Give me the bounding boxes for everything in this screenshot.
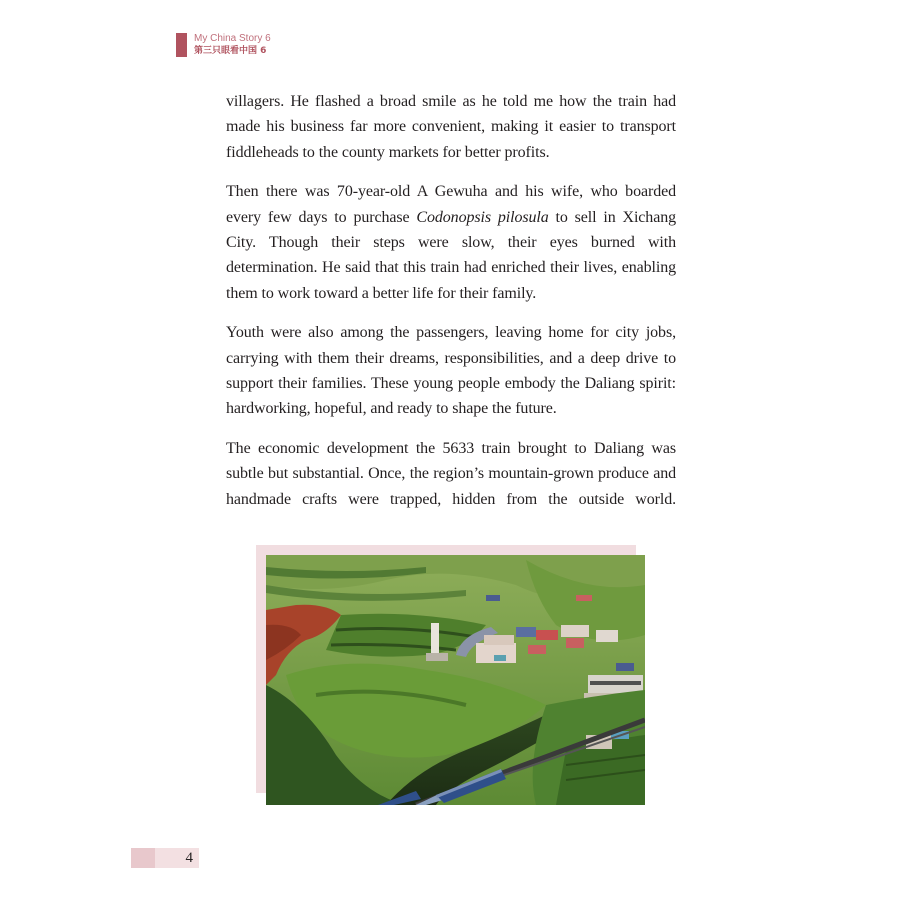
aerial-landscape-illustration	[266, 555, 645, 805]
paragraph-2	[226, 179, 676, 305]
paragraph-2-after: to sell in Xichang City. Though their steps were slow, their eyes burned with determination. He said that this train had enriched their lives, enabling them to work toward a better life for their family.	[226, 208, 677, 302]
body-text	[226, 89, 676, 526]
paragraph-2-before: Then there was 70-year-old A Gewuha and his wife, who boarded every few days to purchase	[226, 183, 676, 226]
page-number: 4	[185, 850, 193, 866]
species-name-italic: Codonopsis pilosula	[416, 208, 549, 226]
book-title: My China Story 6	[194, 33, 271, 44]
valley-train-photo	[266, 555, 645, 805]
paragraph-1: villagers. He flashed a broad smile as he told me how the train had made his business far more convenient, making it easier to transport fiddleheads to the county markets for better profits.	[226, 93, 676, 161]
paragraph-3: Youth were also among the passengers, leaving home for city jobs, carrying with them their dreams, responsibilities, and a deep drive to support their families. These young people embody the Daliang spirit: hardworking, hopeful, and ready to shape the future.	[226, 324, 676, 418]
folio-accent-block	[131, 848, 155, 868]
book-subtitle-chinese: 第三只眼看中国 6	[194, 46, 267, 56]
page-folio	[131, 848, 199, 868]
header-accent-bar	[176, 33, 187, 57]
paragraph-4: The economic development the 5633 train brought to Daliang was subtle but substantial. Once, the region’s mountain-grown produce and handmade crafts were trapped, hidden from the outside world.	[226, 440, 676, 508]
folio-number-block	[155, 848, 199, 868]
